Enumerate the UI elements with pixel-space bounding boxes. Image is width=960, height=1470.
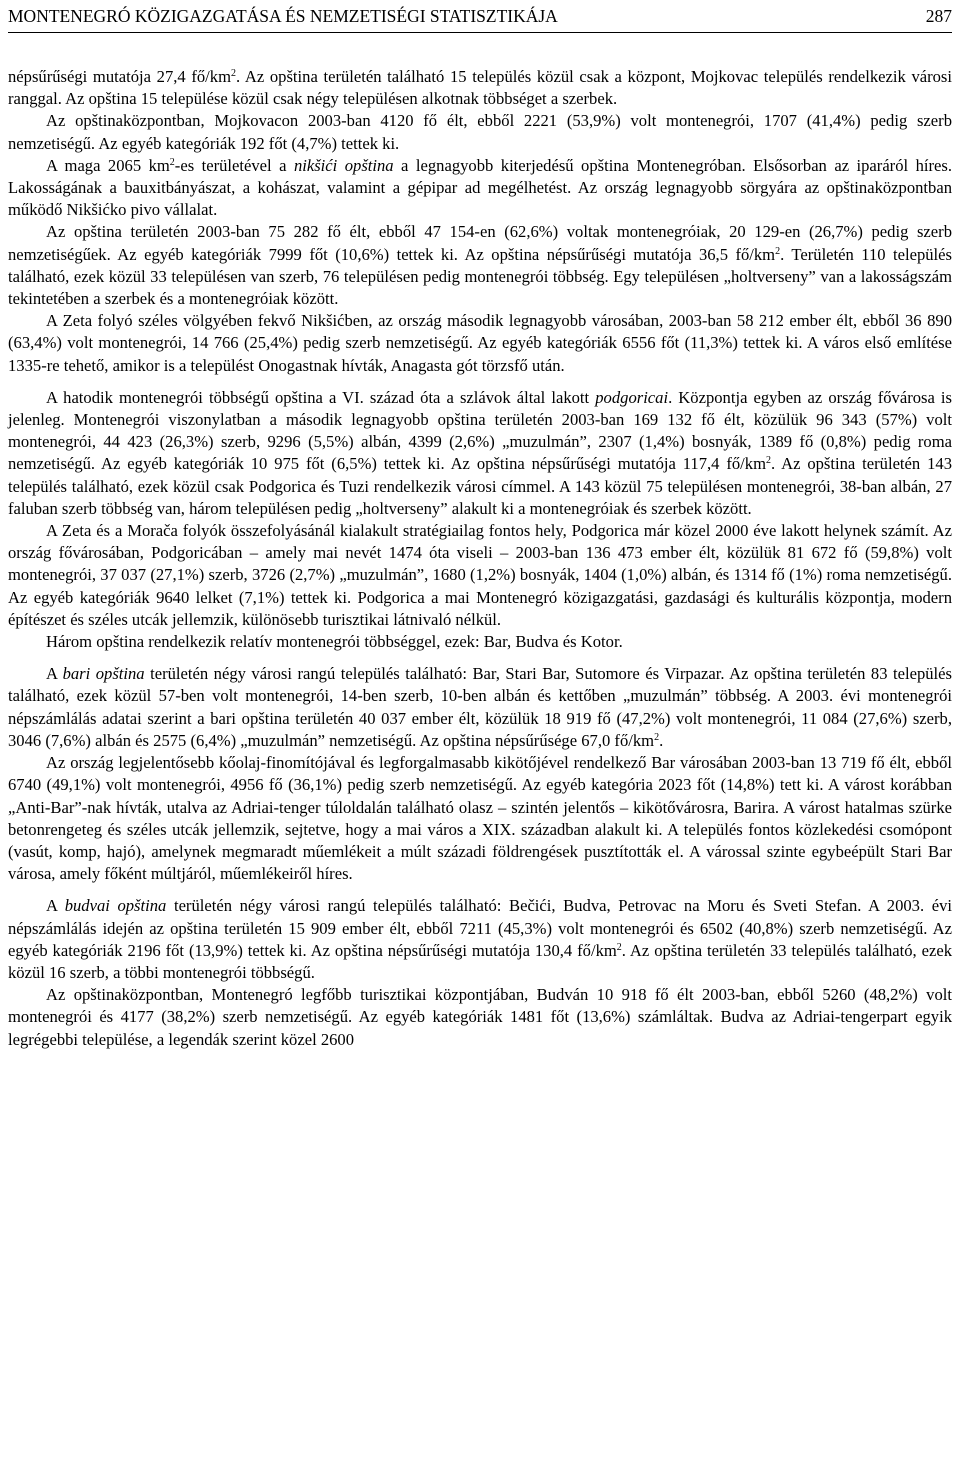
text-run: A (46, 664, 63, 684)
italic-term: budvai opština (64, 896, 167, 916)
text-run: Az opštinaközpontban, Mojkovacon 2003-ban 4120 fő élt, ebből 2221 (53,9%) volt montenegrói, 1707 (41,4%) pedig szerb nemzetiségű. Az egyéb kategóriák 192 főt (4,7%) tettek ki. (8, 111, 952, 153)
paragraph (8, 752, 952, 885)
paragraph (8, 895, 952, 984)
paragraph (8, 110, 952, 154)
body-text (8, 66, 952, 1051)
text-run: területén négy városi rangú település található: Bečići, Budva, Petrovac na Moru és Sveti Stefan. A 2003. évi népszámlálás idején az opština területén 15 909 ember élt, ebből 7211 (45,3%) volt montenegrói és 6502 (40,8%) szerb nemzetiségű. Az egyéb kategóriák 2196 főt (13,9%) tettek ki. Az opština népsűrűségi mutatója 130,4 fő/km (8, 896, 952, 960)
superscript: 2 (775, 245, 781, 257)
text-run: A (46, 896, 65, 916)
text-run: Az opštinaközpontban, Montenegró legfőbb turisztikai központjában, Budván 10 918 fő élt 2003-ban, ebből 5260 (48,2%) volt montenegrói és 4177 (38,2%) szerb nemzetiségű. Az egyéb kategóriák 1481 főt (13,6%) számláltak. Budva az Adriai-tengerpart egyik legrégebbi települése, a legendák szerint közel 2600 (8, 985, 952, 1049)
text-run: Az opština területén 2003-ban 75 282 fő élt, ebből 47 154-en (62,6%) voltak montenegróiak, 20 129-en (26,7%) pedig szerb nemzetiségűek. Az egyéb kategóriák 7999 főt (10,6%) tettek ki. Az opština népsűrűségi mutatója 36,5 fő/km (8, 222, 952, 264)
text-run: A hatodik montenegrói többségű opština a VI. század óta a szlávok által lakott (46, 387, 596, 407)
paragraph (8, 631, 952, 653)
superscript: 2 (230, 68, 236, 79)
text-run: népsűrűségi mutatója 27,4 fő/km (8, 67, 231, 86)
text-run: A Zeta folyó széles völgyében fekvő Nikšićben, az ország második legnagyobb városában, 2003-ban 58 212 ember élt, ebből 36 890 (63,4%) volt montenegrói, 14 766 (25,4%) pedig szerb nemzetiségű. Az egyéb kategóriák 6556 főt (11,3%) tettek ki. A város első említése 1335-re tehető, amikor is a települést Onogastnak hívták, Anagasta gót törzsfő után. (8, 311, 952, 375)
text-run: Az ország legjelentősebb kőolaj-finomítójával és legforgalmasabb kikötőjével rendelkező Bar városában 2003-ban 13 719 fő élt, ebből 6740 (49,1%) volt montenegrói, 4956 fő (36,1%) pedig szerb nemzetiségű. Az egyéb kategória 2023 főt (14,8%) tett ki. A várost korábban „Anti-Bar”-nak hívták, utalva az Adriai-tenger túloldalán található olasz – szintén jelentős – kikötővárosra, Barira. A várost hatalmas szürke betonrengeteg és széles utcák jellemzik, sejtetve, hogy a mai város a XIX. században alakult ki. A település fontos közlekedési csomópont (vasút, komp, hajó), amelynek megmaradt műemlékeit a múlt századi földrengések pusztították el. A várossal szinte egybeépült Stari Bar városa, amely főként múltjáról, műemlékeiről híres. (8, 753, 952, 884)
running-title: MONTENEGRÓ KÖZIGAZGATÁSA ÉS NEMZETISÉGI STATISZTIKÁJA (8, 6, 558, 26)
italic-term: nikšići opština (293, 155, 394, 175)
text-run: . Az opština területén található 15 település közül csak a központ, Mojkovac település rendelkezik városi ranggal. Az opština 15 települése közül csak négy településen alkotnak többséget a szerbek. (8, 67, 952, 109)
italic-term: podgoricai (595, 387, 669, 407)
paragraph (8, 310, 952, 377)
running-header (8, 4, 952, 33)
text-run: A maga 2065 km (46, 155, 170, 175)
text-run: területén négy városi rangú település található: Bar, Stari Bar, Sutomore és Virpazar. Az opština területén 83 település található, ezek közül 57-ben volt montenegrói, 14-ben szerb, 10-ben albán és kettőben „muzulmán” többség. A 2003. évi montenegrói népszámlálás adatai szerint a bari opština területén 40 037 ember élt, közülük 18 919 fő (47,2%) volt montenegrói, 11 084 (27,6%) szerb, 3046 (7,6%) albán és 2575 (6,4%) „muzulmán” nemzetiségű. Az opština népsűrűsége 67,0 fő/km (8, 664, 952, 750)
text-run: Három opština rendelkezik relatív montenegrói többséggel, ezek: Bar, Budva és Kotor. (46, 632, 623, 652)
text-run: . Az opština területén 143 település található, ezek közül csak Podgorica és Tuzi rendelkezik városi címmel. A 143 közül 75 településen montenegrói, 38-ban albán, 27 faluban szerb többség van, három településen pedig „holtverseny” alakult ki a montenegróiak és szerbek között. (8, 454, 952, 518)
text-run: a legnagyobb kiterjedésű opština Montenegróban. Elsősorban az iparáról híres. Lakosságának a bauxitbányászat, a kohászat, valamint a gépipar ad megélhetést. Az ország legnagyobb sörgyára az opštinaközpontban működő Nikšićko pivo vállalat. (8, 155, 952, 220)
superscript: 2 (169, 156, 175, 168)
superscript: 2 (654, 731, 660, 743)
text-run: . (659, 730, 664, 750)
paragraph (8, 663, 952, 752)
paragraph (8, 221, 952, 310)
paragraph (8, 984, 952, 1051)
superscript: 2 (616, 941, 622, 953)
paragraph (8, 155, 952, 222)
text-run: . Központja egyben az ország fővárosa is jelenleg. Montenegrói viszonylatban a második legnagyobb opština területén 2003-ban 169 132 fő élt, közülük 96 343 (57%) volt montenegrói, 44 423 (26,3%) szerb, 9296 (5,5%) albán, 4399 (2,6%) „muzulmán”, 2307 (1,4%) bosnyák, 1389 fő (0,8%) pedig roma nemzetiségű. Az egyéb kategóriák 10 975 főt (6,5%) tettek ki. Az opština népsűrűségi mutatója 117,4 fő/km (8, 387, 952, 474)
paragraph (8, 387, 952, 520)
superscript: 2 (765, 455, 771, 467)
paragraph (8, 66, 952, 110)
text-run: . Az opština területén 33 település található, ezek közül 16 szerb, a többi montenegrói többségű. (8, 940, 953, 982)
text-run: -es területével a (174, 155, 294, 175)
paragraph (8, 520, 952, 631)
text-run: A Zeta és a Morača folyók összefolyásánál kialakult stratégiailag fontos hely, Podgorica már közel 2000 éve lakott helynek számít. Az ország fővárosában, Podgoricában – amely mai nevét 1474 óta viseli – 2003-ban 136 473 ember élt, közülük 81 672 fő (59,8%) volt montenegrói, 37 037 (27,1%) szerb, 3726 (2,7%) „muzulmán”, 1680 (1,2%) bosnyák, 1404 (1,0%) albán, és 1314 fő (1%) roma nemzetiségű. Az egyéb kategóriák 9640 lelket (7,1%) tettek ki. Podgorica a mai Montenegró közigazgatási, gazdasági és kulturális központja, modern építészet és széles utcák jellemzik, különösebb turisztikai látnivaló nélkül. (8, 521, 952, 629)
text-run: . Területén 110 település található, ezek közül 33 településen van szerb, 76 településen pedig montenegrói többség. Egy településen „holtverseny” van a lakosságszám tekintetében a szerbek és a montenegróiak között. (8, 244, 952, 309)
page-number: 287 (925, 6, 952, 26)
italic-term: bari opština (62, 664, 145, 684)
